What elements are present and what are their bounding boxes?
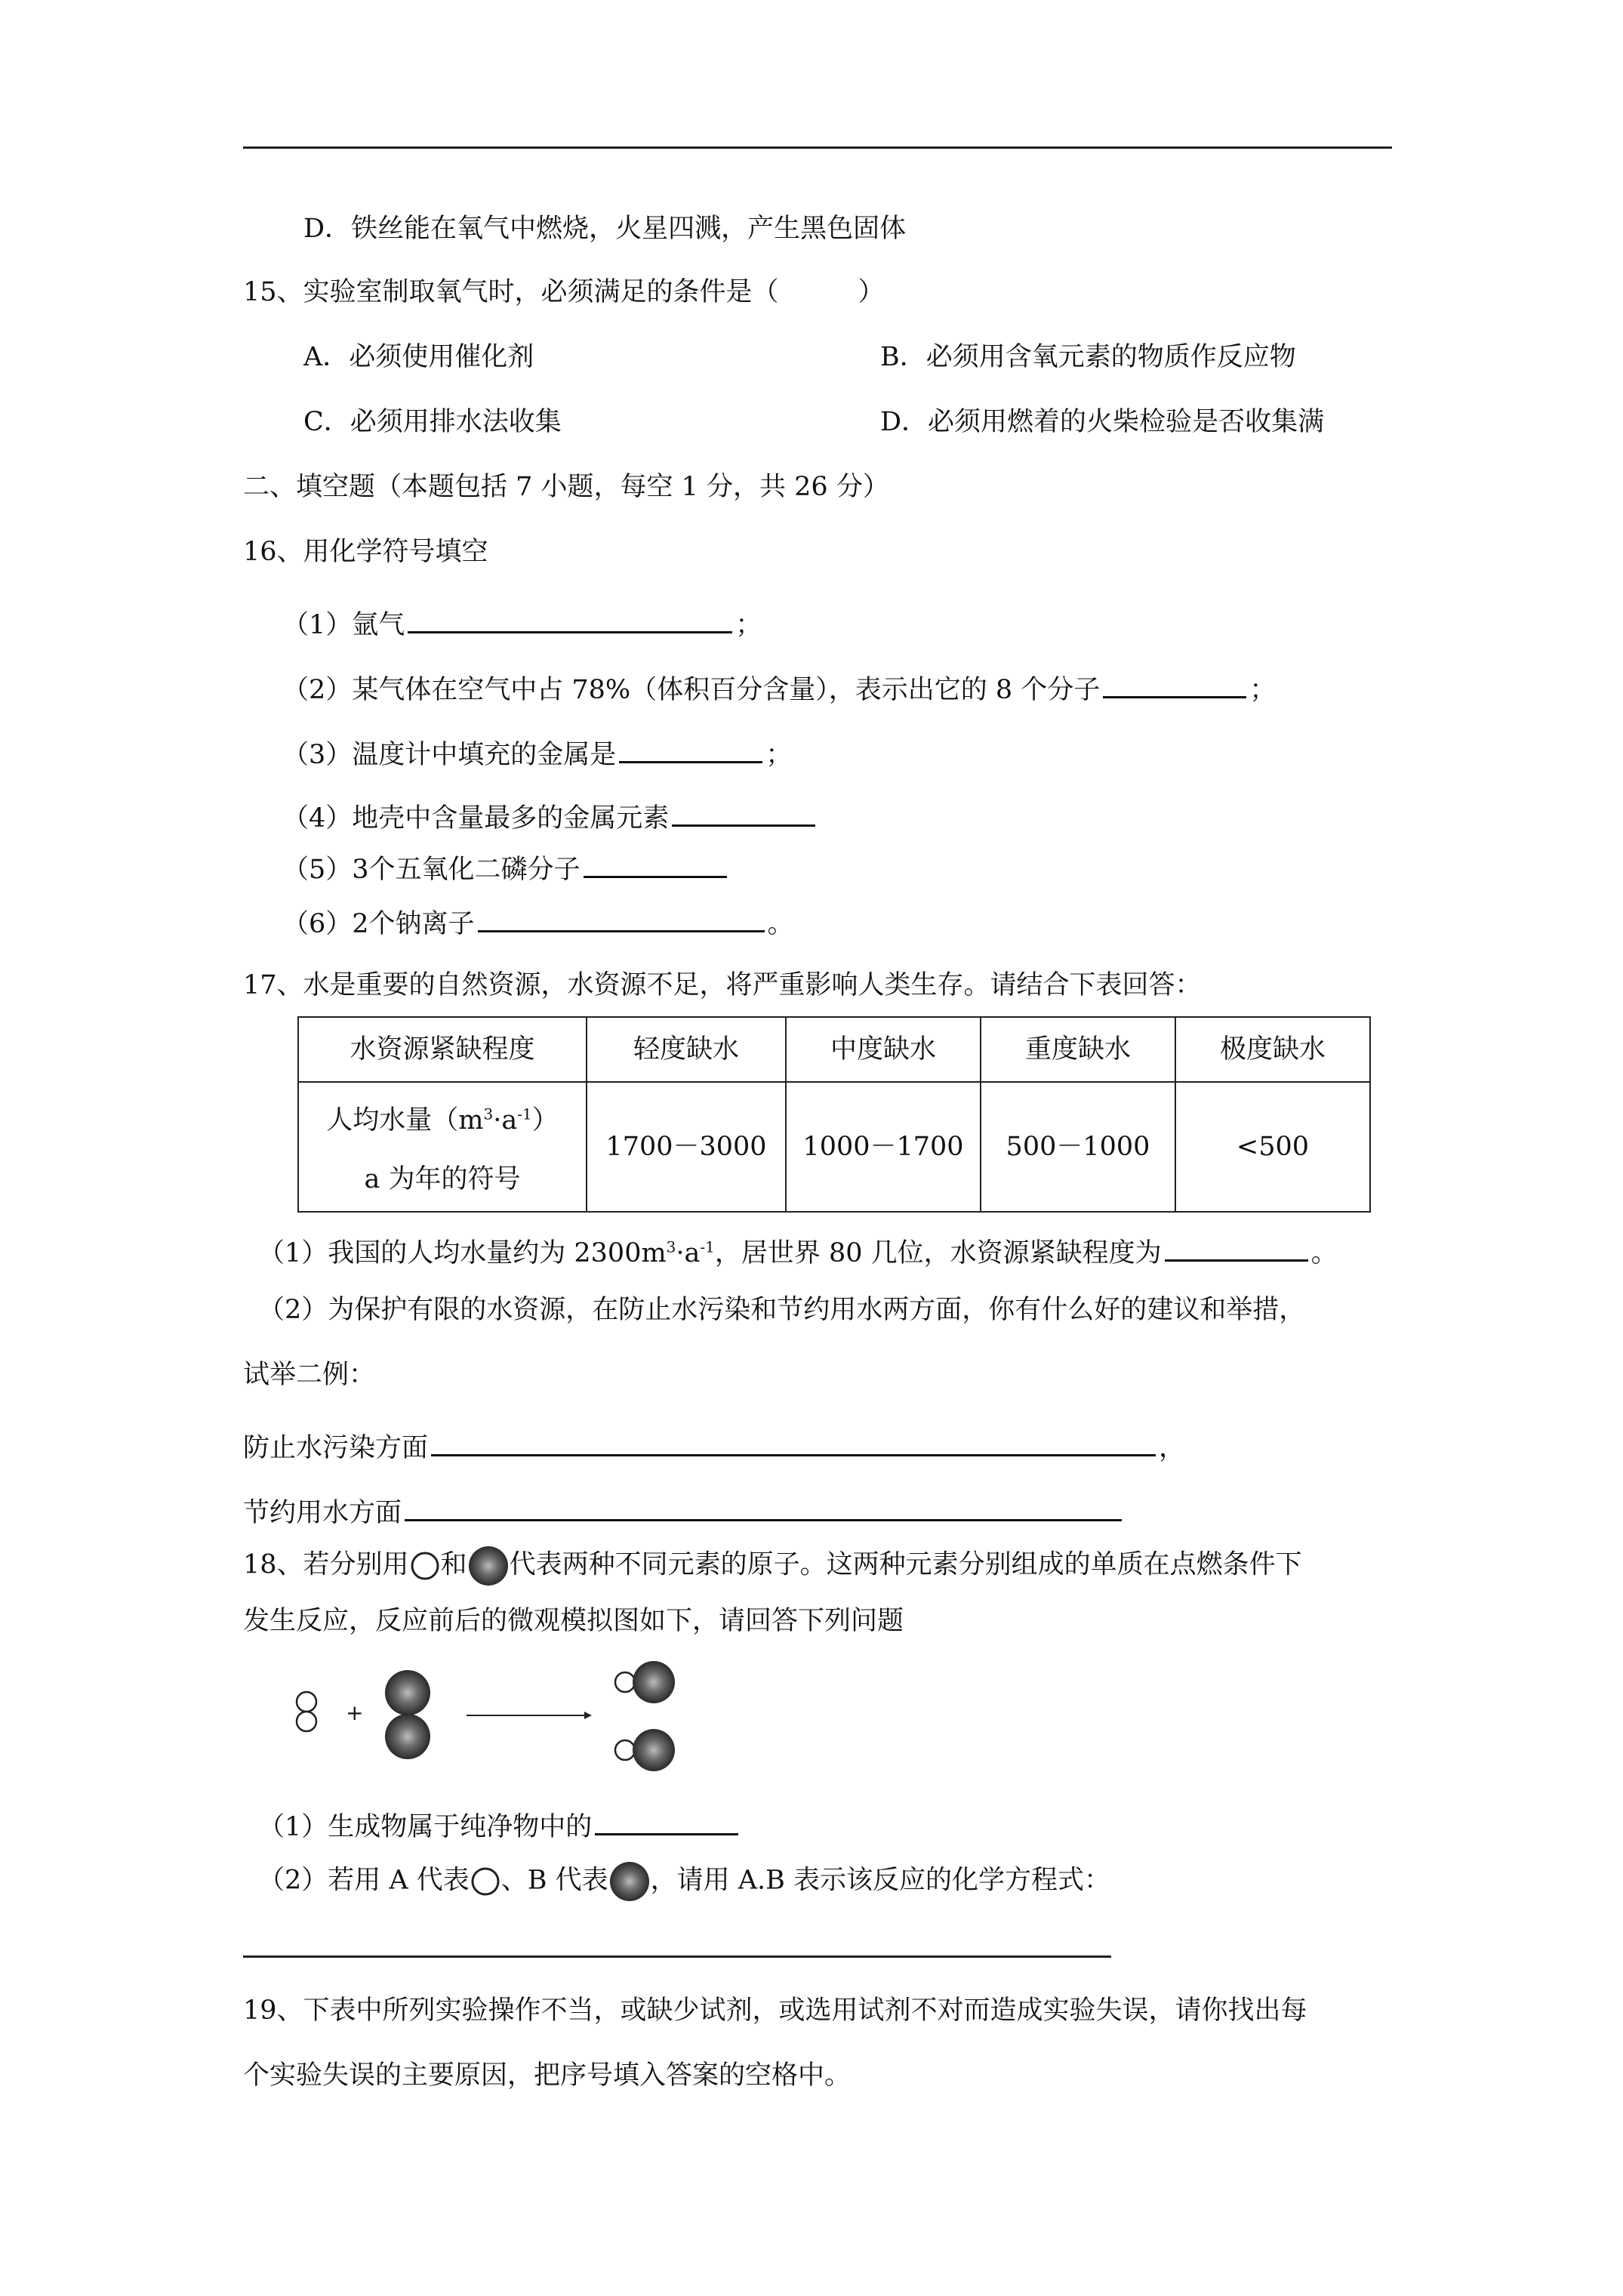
dark-atom-icon	[467, 1545, 510, 1587]
row-label-text: ·a	[493, 1105, 518, 1136]
q16-item-6-end: 。	[767, 909, 794, 939]
q18-line-1	[243, 1545, 1302, 1587]
q18-part-2-text: （2）若用 A 代表	[258, 1865, 470, 1896]
q16-item-6-text: （6）2个钠离子	[282, 909, 475, 939]
reactant-white-molecule	[297, 1692, 316, 1731]
superscript: -1	[700, 1237, 715, 1256]
dark-atom-icon	[608, 1860, 651, 1903]
dark-atom-icon	[385, 1670, 430, 1715]
q15-option-c: C．必须用排水法收集	[303, 407, 562, 437]
product-molecule	[615, 1729, 675, 1771]
q16-item-2-text: （2）某气体在空气中占 78%（体积百分含量），表示出它的 8 个分子	[282, 675, 1101, 705]
q15-stem: 15、实验室制取氧气时，必须满足的条件是（ ）	[243, 277, 885, 307]
q18-part-2	[258, 1860, 1110, 1903]
pollution-end: ，	[1159, 1433, 1186, 1463]
answer-blank[interactable]	[1103, 669, 1246, 698]
pollution-label: 防止水污染方面	[243, 1433, 429, 1463]
answer-blank[interactable]	[405, 1492, 1122, 1521]
table-header-cell: 轻度缺水	[587, 1017, 786, 1082]
reactant-dark-molecule	[385, 1670, 430, 1759]
q16-item-1	[282, 604, 762, 639]
answer-blank[interactable]	[478, 903, 765, 932]
table-header-cell: 水资源紧缺程度	[298, 1017, 587, 1082]
q17-part-1-text: （1）我国的人均水量约为 2300m	[258, 1238, 667, 1268]
white-atom-icon	[297, 1692, 316, 1712]
q16-item-2-end: ；	[1249, 675, 1277, 705]
water-table	[297, 1016, 1371, 1213]
q16-item-1-text: （1）氩气	[282, 610, 405, 640]
table-row	[298, 1082, 1370, 1212]
reaction-diagram	[279, 1658, 702, 1779]
q17-part-1-text: ，居世界 80 几位，水资源紧缺程度为	[714, 1238, 1162, 1268]
q16-item-3-end: ；	[765, 740, 793, 770]
superscript: -1	[517, 1105, 532, 1123]
q18-part-2-text: 、B 代表	[500, 1865, 608, 1896]
q15-option-a: A．必须使用催化剂	[303, 342, 534, 372]
dark-atom-icon	[633, 1729, 675, 1771]
q17-part-1	[258, 1232, 1338, 1267]
row-label-text: 人均水量（m	[326, 1105, 484, 1136]
q18-text: 18、若分别用	[243, 1549, 409, 1580]
q18-part-1-text: （1）生成物属于纯净物中的	[258, 1812, 593, 1842]
answer-blank[interactable]	[595, 1806, 738, 1835]
superscript: 3	[666, 1237, 676, 1256]
q14-option-d: D．铁丝能在氧气中燃烧，火星四溅，产生黑色固体	[303, 214, 907, 244]
answer-blank[interactable]	[672, 797, 815, 827]
row-label-line-2: a 为年的符号	[364, 1164, 521, 1194]
white-atom-icon	[615, 1740, 635, 1760]
table-cell: 1000－1700	[786, 1082, 981, 1212]
answer-blank[interactable]	[584, 849, 727, 878]
dark-atom-icon	[633, 1661, 675, 1703]
q16-item-4	[282, 797, 818, 832]
saving-label: 节约用水方面	[243, 1498, 402, 1528]
table-header-row	[298, 1017, 1370, 1082]
white-atom-icon	[297, 1712, 316, 1731]
q18-part-2-text: ，请用 A.B 表示该反应的化学方程式：	[650, 1865, 1111, 1896]
q16-item-2	[282, 669, 1276, 704]
row-label-line-1	[299, 1088, 586, 1153]
row-label-text: ）	[531, 1105, 559, 1136]
q16-stem: 16、用化学符号填空	[243, 537, 488, 567]
q18-part-1	[258, 1806, 741, 1841]
q17-pollution	[243, 1427, 1185, 1462]
q18-line-2: 发生反应，反应前后的微观模拟图如下，请回答下列问题	[243, 1606, 904, 1636]
q15-option-b: B．必须用含氧元素的物质作反应物	[880, 342, 1296, 372]
table-cell: 1700－3000	[587, 1082, 786, 1212]
q17-saving	[243, 1492, 1125, 1527]
q17-part-2-line-1: （2）为保护有限的水资源，在防止水污染和节约用水两方面，你有什么好的建议和举措，	[258, 1295, 1306, 1325]
reaction-arrow-icon	[467, 1712, 592, 1719]
answer-blank[interactable]	[619, 734, 762, 763]
q15-option-d: D．必须用燃着的火柴检验是否收集满	[880, 407, 1325, 437]
q16-item-4-text: （4）地壳中含量最多的金属元素	[282, 803, 670, 834]
q16-item-6	[282, 903, 794, 938]
answer-blank[interactable]	[431, 1427, 1156, 1456]
q17-part-2-line-2: 试举二例：	[243, 1360, 376, 1390]
answer-blank[interactable]	[1165, 1232, 1308, 1262]
table-row-label	[298, 1082, 587, 1212]
q16-item-3-text: （3）温度计中填充的金属是	[282, 740, 617, 770]
q17-part-1-end: 。	[1310, 1238, 1338, 1268]
q16-item-3	[282, 734, 792, 769]
white-atom-icon	[470, 1866, 501, 1897]
table-header-cell: 极度缺水	[1175, 1017, 1370, 1082]
q16-item-1-end: ；	[735, 610, 762, 640]
table-cell: <500	[1175, 1082, 1370, 1212]
table-header-cell: 重度缺水	[981, 1017, 1175, 1082]
q18-text: 代表两种不同元素的原子。这两种元素分别组成的单质在点燃条件下	[509, 1549, 1302, 1580]
q17-part-1-text: ·a	[676, 1238, 701, 1268]
table-header-cell: 中度缺水	[786, 1017, 981, 1082]
white-atom-icon	[409, 1550, 441, 1582]
product-molecule	[615, 1661, 675, 1703]
q17-stem: 17、水是重要的自然资源，水资源不足，将严重影响人类生存。请结合下表回答：	[243, 970, 1202, 1000]
header-rule	[243, 146, 1392, 149]
plus-sign: +	[346, 1700, 364, 1725]
table-cell: 500－1000	[981, 1082, 1175, 1212]
q18-text: 和	[440, 1549, 467, 1580]
q16-item-5-text: （5）3个五氧化二磷分子	[282, 855, 581, 885]
answer-blank[interactable]	[408, 604, 732, 633]
q16-item-5	[282, 849, 730, 883]
q19-line-1: 19、下表中所列实验操作不当，或缺少试剂，或选用试剂不对而造成实验失误，请你找出每	[243, 1996, 1307, 2026]
section-heading: 二、填空题（本题包括 7 小题，每空 1 分，共 26 分）	[243, 472, 889, 502]
superscript: 3	[483, 1105, 494, 1123]
white-atom-icon	[615, 1672, 635, 1692]
dark-atom-icon	[385, 1714, 430, 1759]
equation-answer-line[interactable]	[243, 1955, 1111, 1958]
q19-line-2: 个实验失误的主要原因，把序号填入答案的空格中。	[243, 2060, 852, 2091]
